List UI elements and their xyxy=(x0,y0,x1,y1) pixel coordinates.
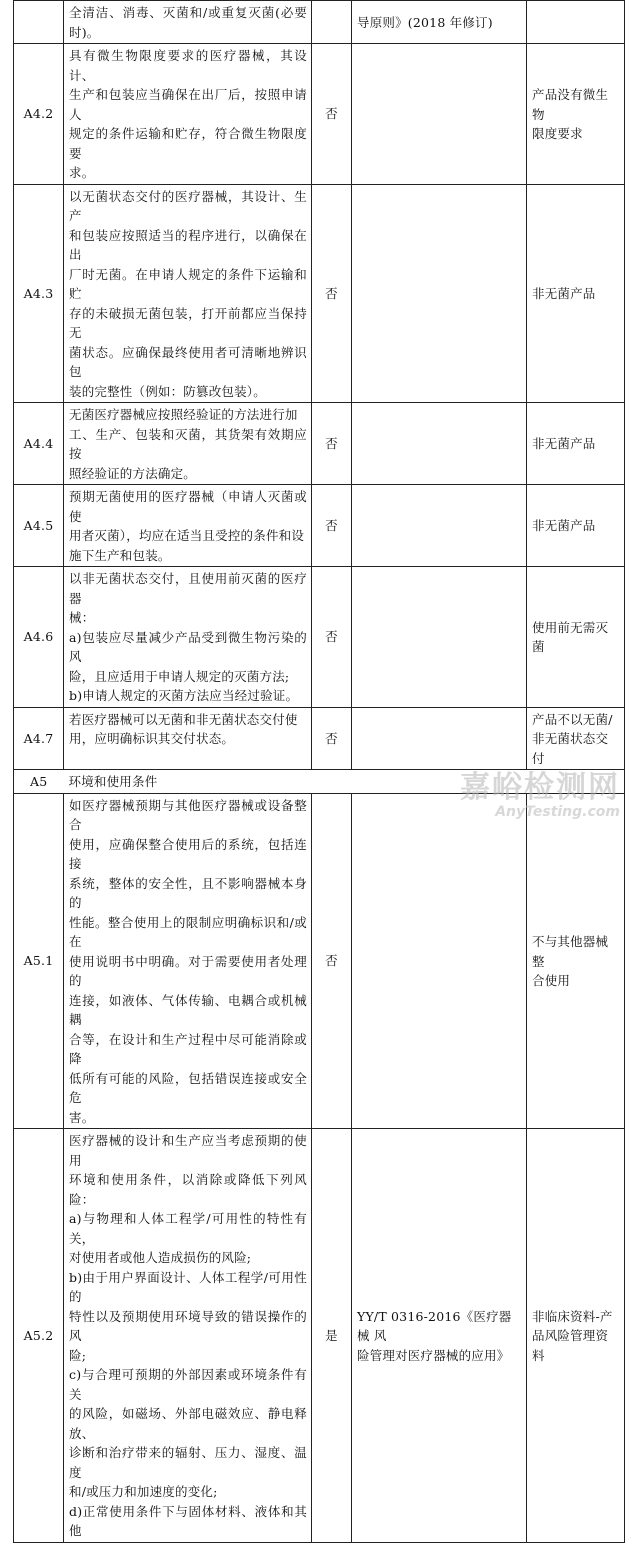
requirement-cell-line: 性能。整合使用上的限制应明确标识和/或在 xyxy=(69,914,307,949)
evidence-document-cell xyxy=(527,485,625,567)
requirement-cell-line: 特性以及预期使用环境导致的错误操作的风 xyxy=(69,1308,307,1343)
standard-cell xyxy=(352,1129,527,1543)
standard-cell xyxy=(352,485,527,567)
requirements-table xyxy=(13,0,625,1543)
table-row xyxy=(14,44,625,185)
standard-cell xyxy=(352,707,527,770)
standard-cell xyxy=(352,184,527,403)
evidence-document-cell-line: 合使用 xyxy=(532,973,571,988)
evidence-document-cell xyxy=(527,1,625,44)
clause-id-cell: A4.5 xyxy=(14,485,64,567)
requirement-cell-line: 险; xyxy=(69,1347,87,1363)
standard-cell-line: 险管理对医疗器械的应用》 xyxy=(357,1347,510,1363)
table-row xyxy=(14,707,625,770)
requirement-cell-line: 低所有可能的风险，包括错误连接或安全危 xyxy=(69,1070,307,1105)
evidence-document-cell-line: 非无菌产品 xyxy=(532,518,596,534)
requirement-cell-line: 对使用者或他人造成损伤的风险; xyxy=(69,1250,252,1265)
standard-cell xyxy=(352,403,527,485)
evidence-document-cell xyxy=(527,1129,625,1543)
clause-id-cell: A5.2 xyxy=(14,1129,64,1543)
evidence-document-cell-line: 非无菌状态交付 xyxy=(532,731,609,766)
standard-cell xyxy=(352,793,527,1129)
clause-id-cell: A4.4 xyxy=(14,403,64,485)
table-row xyxy=(14,1129,625,1543)
requirement-cell xyxy=(64,184,312,403)
requirement-cell-line: 如医疗器械预期与其他医疗器械或设备整合 xyxy=(69,797,307,832)
evidence-document-cell xyxy=(527,403,625,485)
evidence-document-cell-line: 产品没有微生物 xyxy=(532,87,609,122)
evidence-document-cell xyxy=(527,707,625,770)
requirement-cell xyxy=(64,485,312,567)
requirement-cell-line: 装的完整性（例如：防篡改包装）。 xyxy=(69,383,266,399)
evidence-document-cell xyxy=(527,184,625,403)
standard-cell xyxy=(352,567,527,708)
table-row xyxy=(14,1,625,44)
clause-id-cell: A4.3 xyxy=(14,184,64,403)
standard-cell-line: 导原则》(2018 年修订) xyxy=(357,14,493,30)
requirement-cell-line: 求。 xyxy=(69,165,95,180)
requirement-cell-line: 系统，整体的安全性，且不影响器械本身的 xyxy=(69,875,307,910)
table-row xyxy=(14,793,625,1129)
requirement-cell-line: 无菌医疗器械应按照经验证的方法进行加 xyxy=(69,407,298,422)
requirement-cell-line: 以非无菌状态交付，且使用前灭菌的医疗器 xyxy=(69,571,307,606)
clause-id-cell: A4.7 xyxy=(14,707,64,770)
requirement-cell-line: 医疗器械的设计和生产应当考虑预期的使用 xyxy=(69,1133,307,1168)
section-id-cell: A5 xyxy=(14,770,64,794)
applicable-cell: 否 xyxy=(312,567,352,708)
requirements-table-body xyxy=(14,1,625,1543)
requirement-cell-line: 合等，在设计和生产过程中尽可能消除或降 xyxy=(69,1031,307,1066)
requirement-cell-line: 照经验证的方法确定。 xyxy=(69,465,197,481)
clause-id-cell: A4.2 xyxy=(14,44,64,185)
requirement-cell-line: 害。 xyxy=(69,1109,95,1125)
requirement-cell-line: a)包装应尽量减少产品受到微生物污染的风 xyxy=(69,629,307,664)
requirement-cell xyxy=(64,793,312,1129)
clause-id-cell: A4.6 xyxy=(14,567,64,708)
requirement-cell xyxy=(64,403,312,485)
requirement-cell-line: 用者灭菌），均应在适当且受控的条件和设 xyxy=(69,528,305,543)
requirement-cell-line: 存的未破损无菌包装，打开前都应当保持无 xyxy=(69,305,307,340)
evidence-document-cell-line: 品风险管理资料 xyxy=(532,1328,609,1363)
requirement-cell-line: 工、生产、包装和灭菌，其货架有效期应按 xyxy=(69,426,307,461)
requirement-cell-line: 用，应明确标识其交付状态。 xyxy=(69,731,235,746)
requirement-cell-line: 险，且应适用于申请人规定的灭菌方法; xyxy=(69,668,290,684)
requirement-cell-line: 和/或压力和加速度的变化; xyxy=(69,1484,218,1499)
evidence-document-cell-line: 产品不以无菌/ xyxy=(532,711,613,727)
requirement-cell-line: 械： xyxy=(69,610,95,625)
requirement-cell-line: 的风险，如磁场、外部电磁效应、静电释放、 xyxy=(69,1406,307,1441)
requirement-cell-line: 诊断和治疗带来的辐射、压力、湿度、温度 xyxy=(69,1445,307,1480)
requirement-cell-line: 若医疗器械可以无菌和非无菌状态交付使 xyxy=(69,711,298,727)
requirement-cell-line: b)申请人规定的灭菌方法应当经过验证。 xyxy=(69,688,299,703)
requirement-cell-line: 施下生产和包装。 xyxy=(69,547,171,563)
requirement-cell-line: 厂时无菌。在申请人规定的条件下运输和贮 xyxy=(69,266,307,301)
requirement-cell-line: 全清洁、消毒、灭菌和/或重复灭菌(必要时)。 xyxy=(69,5,307,40)
standard-cell-line: YY/T 0316-2016《医疗器械 风 xyxy=(357,1308,512,1343)
section-row xyxy=(14,770,625,794)
applicable-cell: 否 xyxy=(312,44,352,185)
applicable-cell: 是 xyxy=(312,1129,352,1543)
evidence-document-cell xyxy=(527,793,625,1129)
clause-id-cell: A5.1 xyxy=(14,793,64,1129)
requirement-cell-line: 以无菌状态交付的医疗器械，其设计、生产 xyxy=(69,188,307,223)
standard-cell xyxy=(352,1,527,44)
evidence-document-cell xyxy=(527,567,625,708)
applicable-cell: 否 xyxy=(312,403,352,485)
requirement-cell-line: a)与物理和人体工程学/可用性的特性有关， xyxy=(69,1211,307,1246)
applicable-cell: 否 xyxy=(312,184,352,403)
requirement-cell-line: b)由于用户界面设计、人体工程学/可用性的 xyxy=(69,1269,307,1304)
watermark-url-text: AnyTesting.com xyxy=(495,804,620,820)
requirement-cell xyxy=(64,707,312,770)
evidence-document-cell-line: 不与其他器械整 xyxy=(532,934,609,969)
requirement-cell-line: 生产和包装应当确保在出厂后，按照申请人 xyxy=(69,87,307,122)
applicable-cell: 否 xyxy=(312,793,352,1129)
standard-cell xyxy=(352,44,527,185)
requirement-cell-line: 和包装应按照适当的程序进行，以确保在出 xyxy=(69,227,307,262)
requirement-cell-line: 规定的条件运输和贮存，符合微生物限度要 xyxy=(69,126,307,161)
requirement-cell-line: 使用，应确保整合使用后的系统，包括连接 xyxy=(69,836,307,871)
requirement-cell xyxy=(64,1129,312,1543)
evidence-document-cell-line: 使用前无需灭菌 xyxy=(532,619,609,655)
applicable-cell: 否 xyxy=(312,485,352,567)
requirement-cell-line: 环境和使用条件，以消除或降低下列风险： xyxy=(69,1172,307,1207)
requirement-cell-line: 具有微生物限度要求的医疗器械，其设计、 xyxy=(69,48,307,83)
applicable-cell xyxy=(312,1,352,44)
evidence-document-cell-line: 非无菌产品 xyxy=(532,436,596,452)
section-title-cell: 环境和使用条件 xyxy=(64,770,527,794)
table-row xyxy=(14,184,625,403)
requirement-cell-line: 菌状态。应确保最终使用者可清晰地辨识包 xyxy=(69,344,307,379)
table-row xyxy=(14,403,625,485)
requirement-cell-line: 预期无菌使用的医疗器械（申请人灭菌或使 xyxy=(69,489,307,524)
evidence-document-cell-line: 非临床资料-产 xyxy=(532,1308,613,1324)
evidence-document-cell-line: 非无菌产品 xyxy=(532,286,596,301)
section-empty-cell xyxy=(527,770,625,794)
requirement-cell xyxy=(64,1,312,44)
table-row xyxy=(14,485,625,567)
evidence-document-cell-line: 限度要求 xyxy=(532,126,583,141)
requirement-cell xyxy=(64,44,312,185)
applicable-cell: 否 xyxy=(312,707,352,770)
requirement-cell-line: 连接，如液体、气体传输、电耦合或机械耦 xyxy=(69,992,307,1027)
requirement-cell-line: c)与合理可预期的外部因素或环境条件有关 xyxy=(69,1367,307,1402)
watermark-logo-text: 嘉峪检测网 xyxy=(460,770,620,805)
document-page xyxy=(13,0,625,1538)
clause-id-cell xyxy=(14,1,64,44)
evidence-document-cell xyxy=(527,44,625,185)
requirement-cell-line: 使用说明书中明确。对于需要使用者处理的 xyxy=(69,953,307,988)
table-row xyxy=(14,567,625,708)
requirement-cell xyxy=(64,567,312,708)
requirement-cell-line: d)正常使用条件下与固体材料、液体和其他 xyxy=(69,1503,307,1538)
